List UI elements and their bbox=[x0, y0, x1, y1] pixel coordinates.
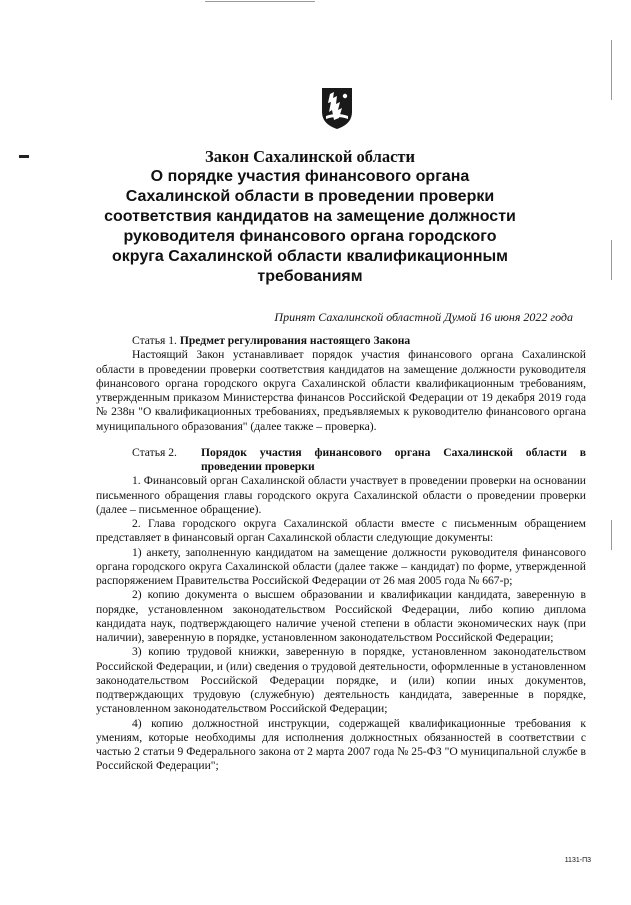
law-title-block bbox=[100, 147, 520, 287]
scan-artifact-mark bbox=[19, 155, 29, 158]
article-1-title: Предмет регулирования настоящего Закона bbox=[179, 334, 411, 347]
adoption-note: Принят Сахалинской областной Думой 16 июня 2022 года bbox=[274, 310, 573, 324]
article-2-item-1: 1) анкету, заполненную кандидатом на замещение должности руководителя финансового органа городского округа Сахалинской области (далее также – кандидат) по форме, утвержденной распоряжением Правительства Российской Федерации от 26 мая 2005 года № 667-р; bbox=[96, 545, 586, 587]
article-2-label: Статья 2. bbox=[132, 445, 177, 459]
article-2-heading bbox=[96, 446, 586, 475]
article-1-heading bbox=[96, 334, 586, 348]
article-1-label: Статья 1. bbox=[132, 334, 177, 347]
article-2-paragraph-1: 1. Финансовый орган Сахалинской области участвует в проведении проверки на основании письменного обращения главы городского округа Сахалинской области о проведении проверки (далее – письменное обращение). bbox=[96, 474, 586, 516]
article-2-item-3: 3) копию трудовой книжки, заверенную в порядке, установленном законодательством Российской Федерации, и (или) сведения о трудовой деятельности, оформленные в установленном законодательством Российской Федерации порядке, и (или) копии иных документов, подтверждающих трудовую (служебную) деятельность кандидата, заверенные в порядке, установленном законодательством Российской Федерации; bbox=[96, 645, 586, 716]
scan-artifact-edge bbox=[611, 520, 612, 550]
scan-artifact-line bbox=[205, 1, 315, 2]
sakhalin-coat-of-arms-emblem bbox=[318, 86, 356, 130]
scan-artifact-edge bbox=[611, 40, 612, 100]
document-code: 1131-П3 bbox=[564, 857, 591, 864]
law-body bbox=[96, 334, 586, 774]
article-2-item-2: 2) копию документа о высшем образовании и квалификации кандидата, заверенную в порядке, установленном законодательством Российской Федерации, либо копию диплома кандидата наук, подтверждающего наличие ученой степени в области экономических наук (при наличии), заверенную в порядке, установленном законодательством Российской Федерации; bbox=[96, 588, 586, 644]
article-2-paragraph-2: 2. Глава городского округа Сахалинской области вместе с письменным обращением представляет в финансовый орган Сахалинской области следующие документы: bbox=[96, 517, 586, 545]
law-subtitle: О порядке участия финансового органа Сахалинской области в проведении проверки соответствия кандидатов на замещение должности руководителя финансового органа городского округа Сахалинской области квалификационным требованиям bbox=[104, 168, 516, 285]
article-2-item-4: 4) копию должностной инструкции, содержащей квалификационные требования к умениям, которые необходимы для исполнения должностных обязанностей в соответствии с частью 2 статьи 9 Федерального закона от 2 марта 2007 года № 25-ФЗ "О муниципальной службе в Российской Федерации"; bbox=[96, 716, 586, 773]
article-1-text: Настоящий Закон устанавливает порядок участия финансового органа Сахалинской области в проведении проверки соответствия кандидатов на замещение должности руководителя финансового органа городского округа Сахалинской области квалификационным требованиям, утвержденным приказом Министерства финансов Российской Федерации от 19 декабря 2019 года № 238н "О квалификационных требованиях, предъявляемых к руководителю финансового органа муниципального образования" (далее также – проверка). bbox=[96, 348, 586, 433]
scan-artifact-edge bbox=[611, 240, 612, 280]
law-title: Закон Сахалинской области bbox=[204, 147, 416, 166]
article-2-title: Порядок участия финансового органа Сахалинской области в проведении проверки bbox=[201, 445, 586, 473]
